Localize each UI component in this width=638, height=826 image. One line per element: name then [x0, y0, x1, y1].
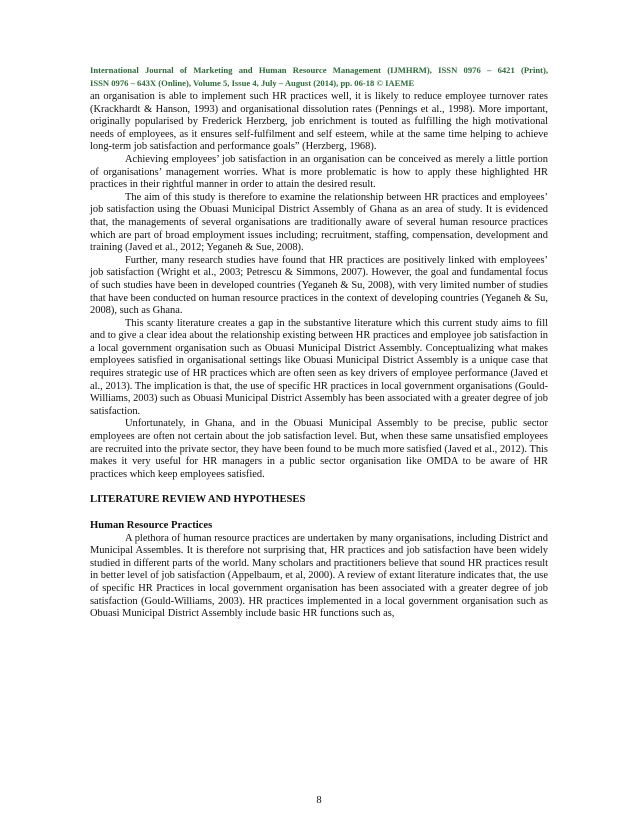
body-paragraph-5: This scanty literature creates a gap in the substantive literature which this current study aims to fill and to give a clear idea about the relationship existing between HR practices and employee job satisfaction in a local government organisation such as Obuasi Municipal District Assembly. Conceptualizing what makes employees satisfied in organisational settings like Obuasi Municipal District Assembly is a unique case that requires strategic use of HR practices which are often seen as key drivers of employee performance (Javed et al., 2013). The implication is that, the use of specific HR practices in local government organisations (Gould-Williams, 2003) such as Obuasi Municipal District Assembly has been associated with a greater degree of job satisfaction. — [90, 317, 548, 417]
body-paragraph-1: an organisation is able to implement such HR practices well, it is likely to reduce employee turnover rates (Krackhardt & Hanson, 1993) and organisational dissolution rates (Pennings et al., 1998). More important, originally popularised by Frederick Herzberg, job enrichment is touted as fulfilling the high motivational needs of employees, as it ensures self-fulfilment and self esteem, while at the same time helping to achieve long-term job satisfaction and performance goals” (Herzberg, 1968). — [90, 91, 548, 153]
journal-header-line-2: ISSN 0976 – 643X (Online), Volume 5, Issue 4, July – August (2014), pp. 06-18 © IAEME — [90, 77, 415, 88]
body-paragraph-3: The aim of this study is therefore to examine the relationship between HR practices and employees’ job satisfaction using the Obuasi Municipal District Assembly of Ghana as an area of study. It is evidenced that, the managements of several organisations are traditionally aware of several human resource practices which are part of broad employment issues including; recruitment, staffing, compensation, development and training (Javed et al., 2012; Yeganeh & Sue, 2008). — [90, 191, 548, 254]
journal-header — [90, 64, 548, 89]
paper-page — [90, 64, 548, 621]
body-paragraph-6: Unfortunately, in Ghana, and in the Obuasi Municipal Assembly to be precise, public sector employees are often not certain about the job satisfaction level. But, when these same unsatisfied employees are recruited into the private sector, they have been found to be much more satisfied (Javed et al., 2012). This makes it very useful for HR managers in a public sector organisation like OMDA to be aware of HR practices which keep employees satisfied. — [90, 418, 548, 480]
sub-heading: Human Resource Practices — [90, 520, 213, 531]
body-paragraph-4: Further, many research studies have found that HR practices are positively linked with employees’ job satisfaction (Wright et al., 2003; Petrescu & Simmons, 2007). However, the goal and fundamental focus of such studies have been in developed countries (Yeganeh & Su, 2008), with very limited number of studies that have been conducted on human resource practices in the context of developing countries (Yeganeh & Su, 2008), such as Ghana. — [90, 254, 548, 317]
section-heading: LITERATURE REVIEW AND HYPOTHESES — [90, 494, 306, 506]
body-paragraph-2: Achieving employees’ job satisfaction in an organisation can be conceived as merely a little portion of organisations’ management worries. What is more problematic is how to apply these highlighted HR practices in their rightful manner in order to attain the desired result. — [90, 153, 548, 191]
page-number: 8 — [316, 795, 322, 806]
section-paragraph: A plethora of human resource practices are undertaken by many organisations, including District and Municipal Assembles. It is therefore not surprising that, HR practices and job satisfaction have been widely studied in different parts of the world. Many scholars and practitioners believe that sound HR practices result in better level of job satisfaction (Appelbaum, et al, 2000). A review of extant literature indicates that, the use of specific HR Practices in local government organisation has been associated with a greater degree of job satisfaction (Gould-Williams, 2003). HR practices implemented in a local government organisation such as Obuasi Municipal District Assembly include basic HR functions such as, — [90, 532, 548, 620]
journal-header-line-1: International Journal of Marketing and Human Resource Management (IJMHRM), ISSN 0976 – 6421 (Print), — [90, 65, 548, 75]
